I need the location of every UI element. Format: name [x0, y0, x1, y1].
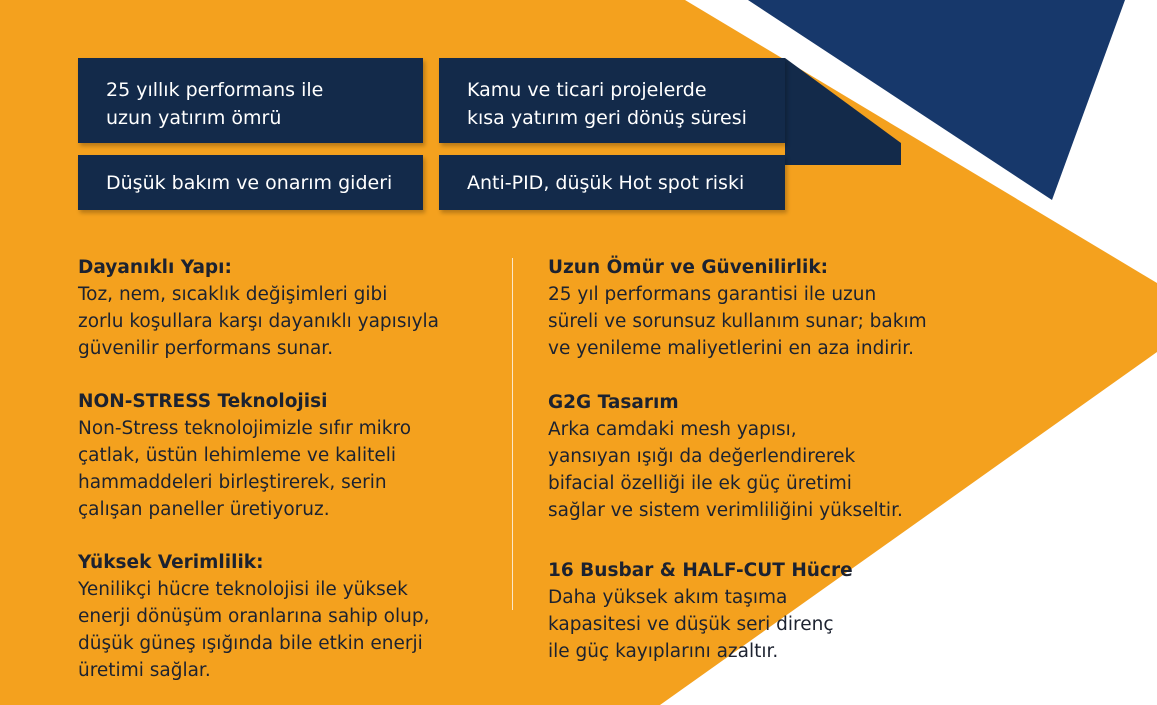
feature-badge-payback [439, 58, 785, 143]
section-high-efficiency [78, 549, 429, 684]
badge-line: Anti-PID, düşük Hot spot riski [467, 172, 745, 194]
column-divider [512, 258, 513, 610]
section-line: düşük güneş ışığında bile etkin enerji [78, 633, 423, 654]
badge-line: 25 yıllık performans ile [106, 79, 324, 101]
feature-badge-anti-pid [439, 155, 785, 210]
section-durable-structure [78, 254, 439, 362]
section-heading: Uzun Ömür ve Güvenilirlik: [548, 257, 829, 278]
section-line: enerji dönüşüm oranlarına sahip olup, [78, 606, 430, 627]
section-heading: NON-STRESS Teknolojisi [78, 391, 328, 412]
feature-badge-maintenance [78, 155, 423, 210]
section-line: Arka camdaki mesh yapısı, [548, 419, 797, 440]
section-line: ve yenileme maliyetlerini en aza indirir. [548, 338, 914, 359]
section-line: zorlu koşullara karşı dayanıklı yapısıyla [78, 311, 440, 332]
section-g2g-design [548, 389, 903, 524]
section-busbar-half-cut [548, 557, 853, 665]
feature-badge-performance [78, 58, 423, 143]
section-line: çatlak, üstün lehimleme ve kaliteli [78, 445, 397, 466]
section-line: üretimi sağlar. [78, 660, 211, 681]
badge-line: kısa yatırım geri dönüş süresi [467, 107, 747, 129]
section-line: Daha yüksek akım taşıma [548, 587, 788, 608]
section-heading: Yüksek Verimlilik: [78, 552, 264, 573]
section-long-life [548, 254, 927, 362]
section-line: Non-Stress teknolojimizle sıfır mikro [78, 418, 412, 439]
section-line: ile güç kayıplarını azaltır. [548, 641, 779, 662]
section-heading: Dayanıklı Yapı: [78, 257, 232, 278]
section-heading: 16 Busbar & HALF-CUT Hücre [548, 560, 853, 581]
section-line: Toz, nem, sıcaklık değişimleri gibi [78, 284, 388, 305]
section-line: güvenilir performans sunar. [78, 338, 334, 359]
badge-line: Düşük bakım ve onarım gideri [106, 172, 393, 194]
section-line: Yenilikçi hücre teknolojisi ile yüksek [78, 579, 408, 600]
badge-line: Kamu ve ticari projelerde [467, 79, 707, 101]
section-line: kapasitesi ve düşük seri direnç [548, 614, 834, 635]
section-non-stress [78, 388, 411, 523]
section-line: yansıyan ışığı da değerlendirerek [548, 446, 856, 467]
section-line: süreli ve sorunsuz kullanım sunar; bakım [548, 311, 927, 332]
section-heading: G2G Tasarım [548, 392, 679, 413]
section-line: bifacial özelliği ile ek güç üretimi [548, 473, 852, 494]
section-line: sağlar ve sistem verimliliğini yükseltir. [548, 500, 903, 521]
section-line: çalışan paneller üretiyoruz. [78, 499, 330, 520]
section-line: hammaddeleri birleştirerek, serin [78, 472, 387, 493]
section-line: 25 yıl performans garantisi ile uzun [548, 284, 877, 305]
badge-line: uzun yatırım ömrü [106, 107, 282, 129]
